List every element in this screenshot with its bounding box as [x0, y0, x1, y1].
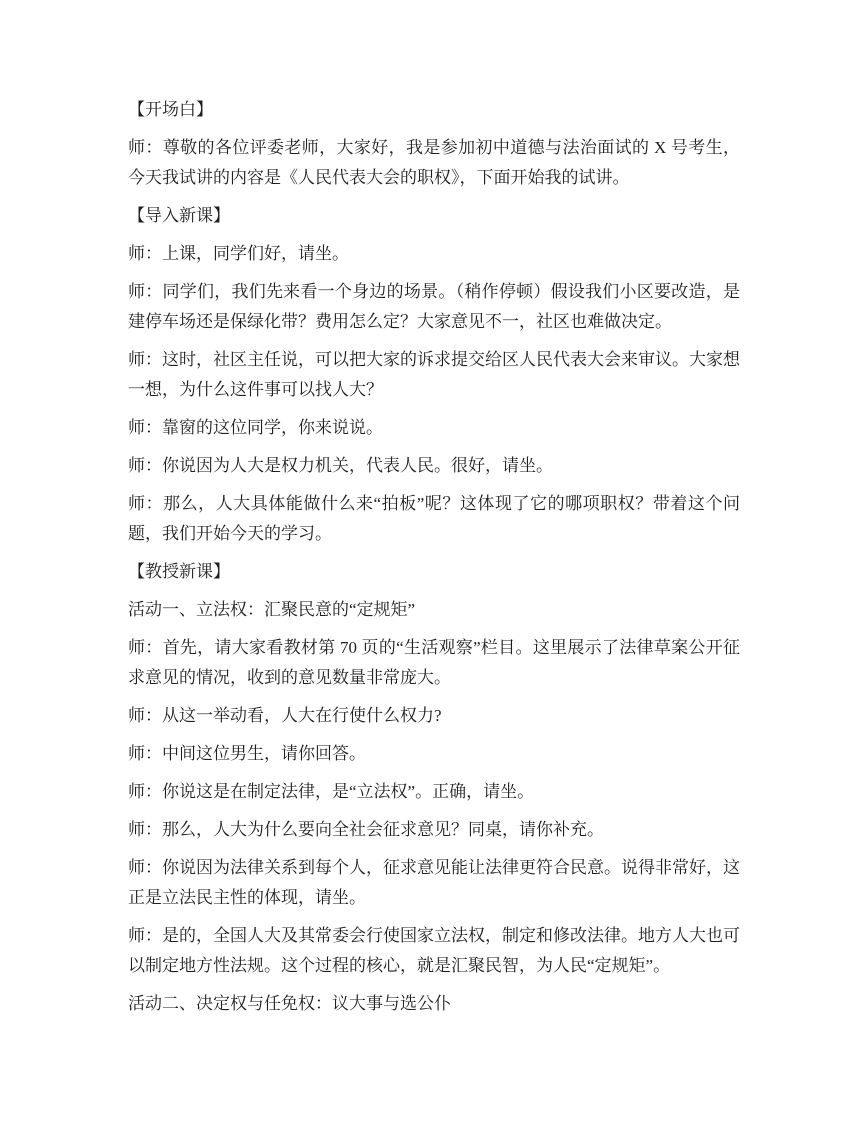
- teacher-line: 师：你说因为人大是权力机关，代表人民。很好，请坐。: [128, 456, 553, 475]
- teacher-line: 师：同学们，我们先来看一个身边的场景。（稍作停顿）假设我们小区要改造，是建停车场还是保绿化带？费用怎么定？大家意见不一，社区也难做决定。: [128, 282, 740, 331]
- teacher-line: 师：是的，全国人大及其常委会行使国家立法权，制定和修改法律。地方人大也可以制定地方性法规。这个过程的核心，就是汇聚民智，为人民“定规矩”。: [128, 926, 740, 975]
- teacher-line: 师：靠窗的这位同学，你来说说。: [128, 418, 383, 437]
- teacher-line: 师：那么，人大为什么要向全社会征求意见？同桌，请你补充。: [128, 820, 604, 839]
- teacher-line: 师：首先，请大家看教材第 70 页的“生活观察”栏目。这里展示了法律草案公开征求意见的情况，收到的意见数量非常庞大。: [128, 638, 740, 687]
- teacher-line: 师：那么，人大具体能做什么来“拍板”呢？这体现了它的哪项职权？带着这个问题，我们开始今天的学习。: [128, 494, 740, 543]
- activity-1-title: 活动一、立法权：汇聚民意的“定规矩”: [128, 600, 416, 619]
- section-label-opening: 【开场白】: [128, 100, 213, 119]
- section-label-teaching: 【教授新课】: [128, 562, 230, 581]
- section-label-lead-in: 【导入新课】: [128, 206, 230, 225]
- teacher-line: 师：从这一举动看，人大在行使什么权力?: [128, 706, 442, 725]
- teacher-line: 师：这时，社区主任说，可以把大家的诉求提交给区人民代表大会来审议。大家想一想，为什么这件事可以找人大？: [128, 350, 740, 399]
- activity-2-title: 活动二、决定权与任免权：议大事与选公仆: [128, 994, 451, 1013]
- teacher-line: 师：你说因为法律关系到每个人，征求意见能让法律更符合民意。说得非常好，这正是立法民主性的体现，请坐。: [128, 858, 740, 907]
- teacher-line: 师：上课，同学们好，请坐。: [128, 244, 349, 263]
- teacher-line: 师：你说这是在制定法律，是“立法权”。正确，请坐。: [128, 782, 535, 801]
- teacher-line: 师：尊敬的各位评委老师，大家好，我是参加初中道德与法治面试的 X 号考生，今天我试讲的内容是《人民代表大会的职权》，下面开始我的试讲。: [128, 138, 740, 187]
- teacher-line: 师：中间这位男生，请你回答。: [128, 744, 366, 763]
